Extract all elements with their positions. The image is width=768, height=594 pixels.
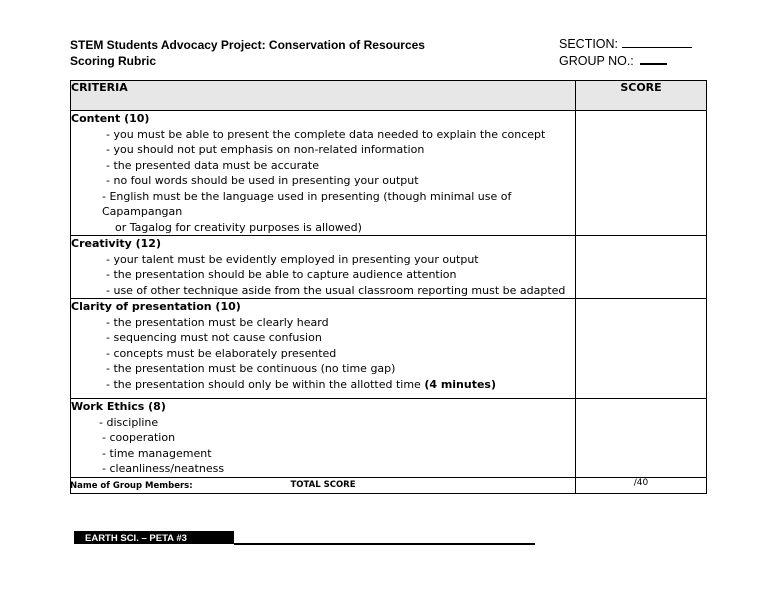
group-members-label: Name of Group Members: <box>70 481 193 491</box>
criteria-item: - time management <box>102 446 212 460</box>
criteria-item: - sequencing must not cause confusion <box>106 331 322 344</box>
criteria-item: - the presented data must be accurate <box>106 158 319 172</box>
group-blank[interactable] <box>640 52 667 65</box>
criteria-title: Creativity (12) <box>71 237 161 250</box>
criteria-item: - your talent must be evidently employed in presenting your output <box>106 252 479 266</box>
criteria-item <box>71 377 575 393</box>
score-cell-content[interactable] <box>576 111 707 236</box>
criteria-title: Work Ethics (8) <box>71 400 166 413</box>
score-header: SCORE <box>576 81 707 111</box>
criteria-creativity <box>71 236 576 299</box>
group-label: GROUP NO.: <box>559 54 634 68</box>
total-score-label: TOTAL SCORE <box>71 477 576 493</box>
score-cell-creativity[interactable] <box>576 236 707 299</box>
criteria-header: CRITERIA <box>71 81 576 111</box>
criteria-work-ethics <box>71 399 576 478</box>
score-cell-work-ethics[interactable] <box>576 399 707 478</box>
criteria-item-text: - the presentation should only be within the allotted time <box>106 377 421 391</box>
table-row <box>71 236 707 299</box>
table-row <box>71 399 707 478</box>
section-label: SECTION: <box>559 37 619 51</box>
criteria-item: - no foul words should be used in presenting your output <box>106 174 419 187</box>
criteria-item: - English must be the language used in presenting (though minimal use of Capampangan <box>102 189 512 218</box>
table-row <box>71 111 707 236</box>
criteria-item: - cooperation <box>102 431 176 444</box>
group-field <box>559 52 692 69</box>
document-subtitle: Scoring Rubric <box>70 54 157 68</box>
score-cell-clarity[interactable] <box>576 299 707 399</box>
section-field <box>559 36 692 52</box>
criteria-title: Clarity of presentation (10) <box>71 300 241 313</box>
criteria-item: - the presentation must be clearly heard <box>106 315 329 329</box>
criteria-item: - use of other technique aside from the usual classroom reporting must be adapted <box>106 283 566 297</box>
header-fields <box>559 36 692 69</box>
rubric-table <box>70 80 707 494</box>
total-score-value[interactable]: /40 <box>576 477 707 493</box>
section-blank[interactable] <box>622 36 692 48</box>
document-title: STEM Students Advocacy Project: Conservation of Resources <box>70 38 425 52</box>
table-header-row <box>71 81 707 111</box>
criteria-item: or Tagalog for creativity purposes is allowed) <box>115 220 362 234</box>
footer-label: EARTH SCI. – PETA #3 <box>85 533 187 544</box>
criteria-title: Content (10) <box>71 112 150 125</box>
criteria-content <box>71 111 576 236</box>
criteria-item: - cleanliness/neatness <box>102 462 225 475</box>
criteria-item: - you must be able to present the complete data needed to explain the concept <box>106 127 546 141</box>
document-header <box>70 37 425 69</box>
time-limit-emphasis: (4 minutes) <box>424 377 497 391</box>
criteria-clarity <box>71 299 576 399</box>
footer-rule <box>234 543 535 545</box>
table-row <box>71 299 707 399</box>
criteria-item: - concepts must be elaborately presented <box>106 346 337 360</box>
criteria-item: - the presentation must be continuous (no time gap) <box>106 362 396 375</box>
criteria-item: - discipline <box>99 415 159 429</box>
criteria-item: - you should not put emphasis on non-related information <box>106 143 425 156</box>
criteria-item: - the presentation should be able to capture audience attention <box>106 268 457 281</box>
